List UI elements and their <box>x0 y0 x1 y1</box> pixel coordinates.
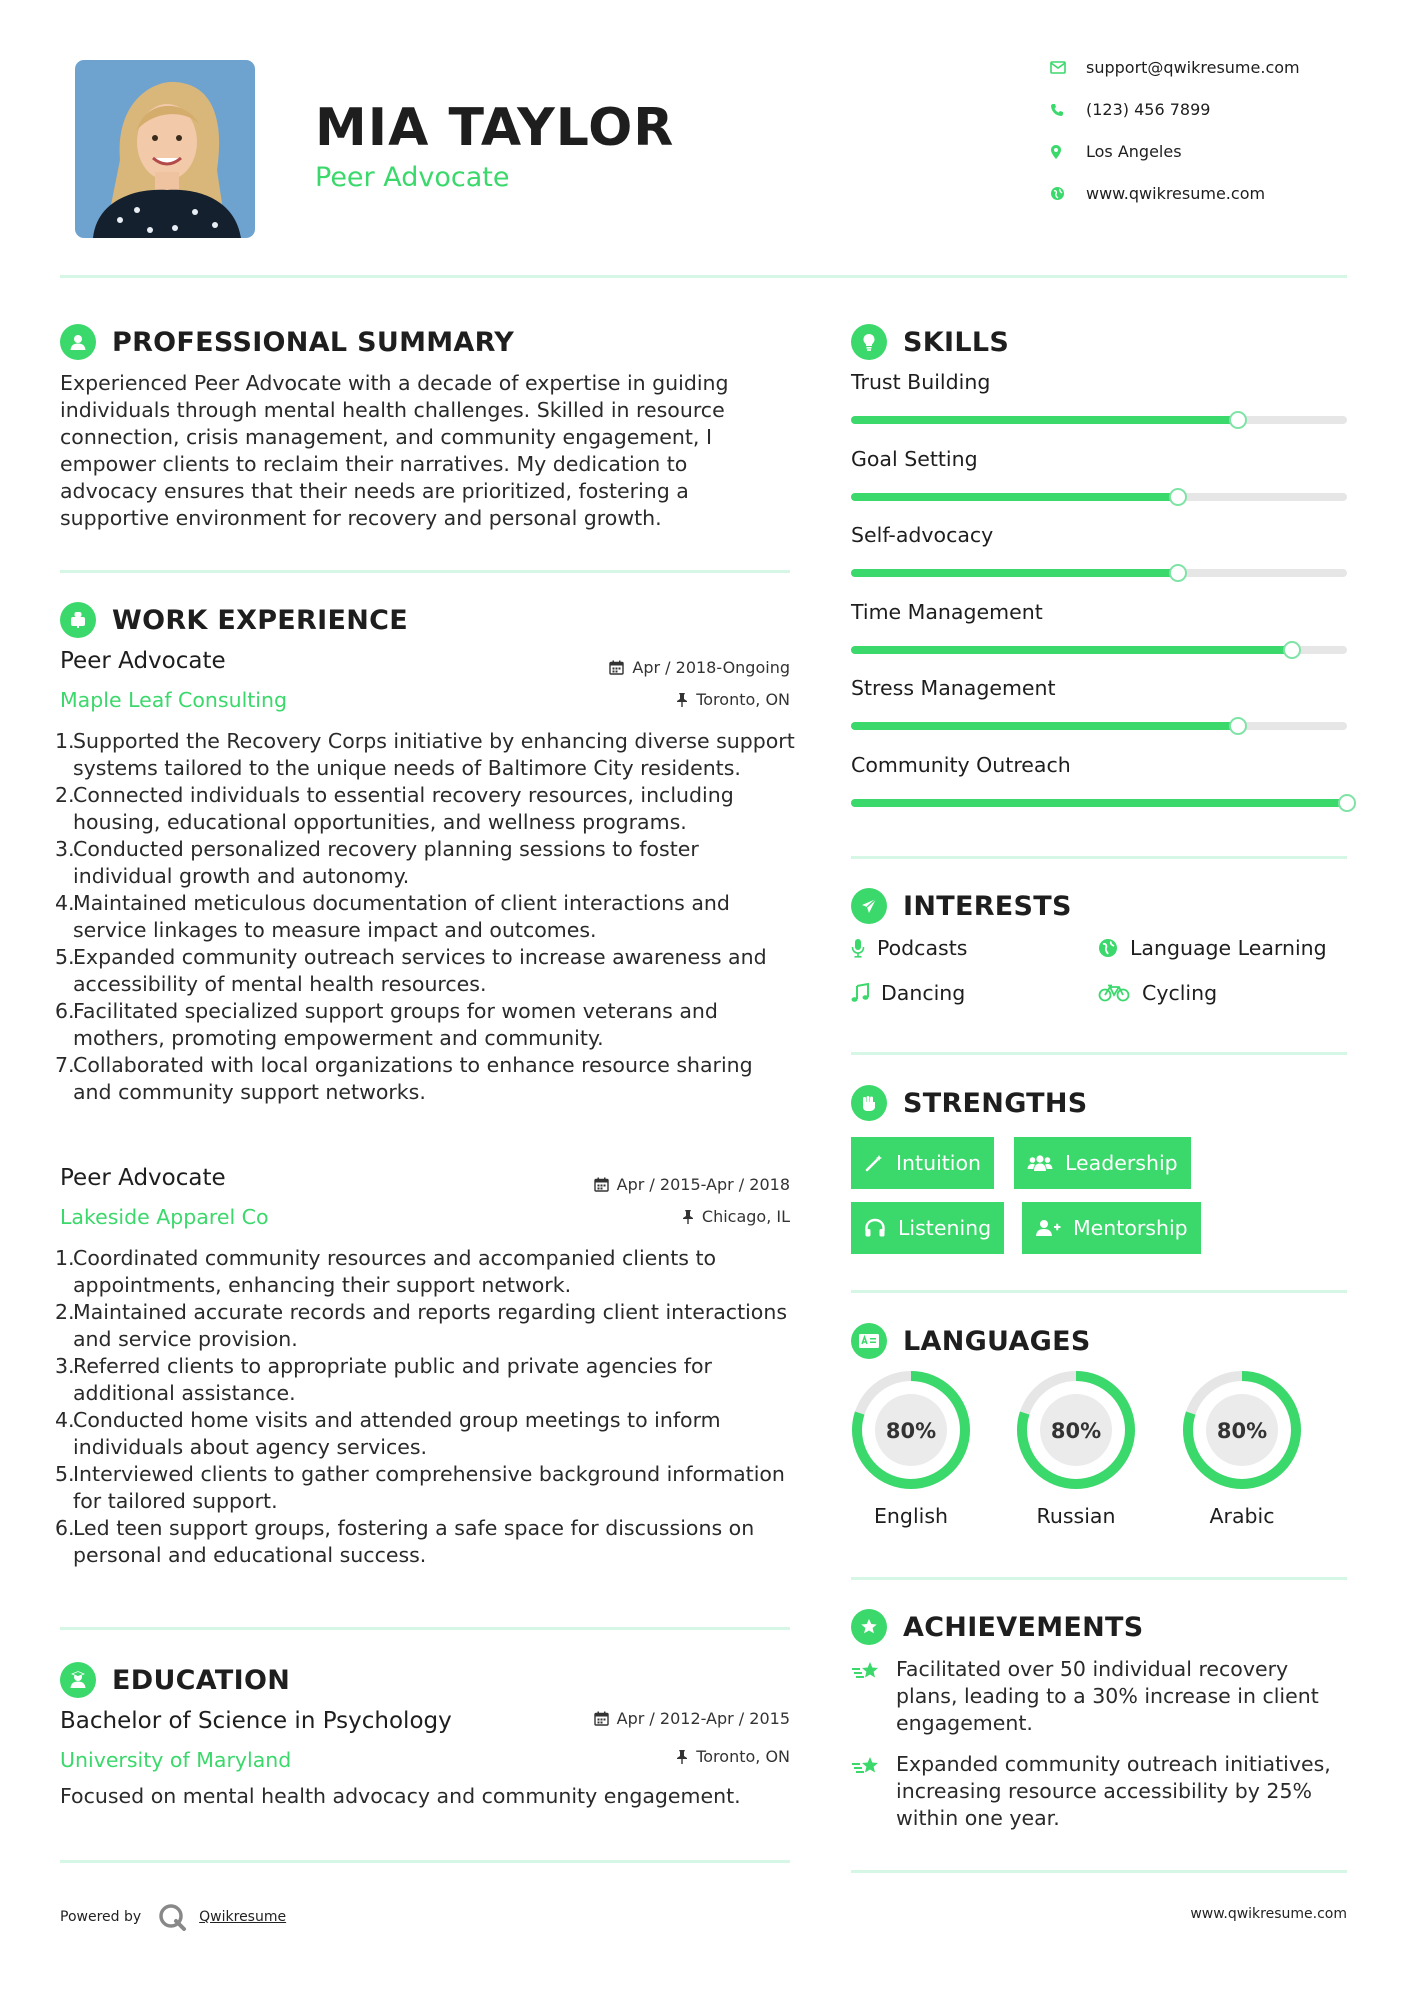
user-icon <box>60 324 96 360</box>
calendar-icon <box>609 660 624 675</box>
skill-label: Self-advocacy <box>851 523 994 547</box>
job-2-dates-text: Apr / 2015-Apr / 2018 <box>616 1175 790 1194</box>
job-1-location <box>490 690 790 709</box>
skill-bar-fill <box>851 416 1238 424</box>
skills-heading-text: SKILLS <box>903 326 1010 358</box>
brand-link[interactable]: Qwikresume <box>199 1909 287 1925</box>
skill-label: Community Outreach <box>851 753 1071 777</box>
languages-divider <box>851 1577 1347 1580</box>
location-text: Los Angeles <box>1086 142 1182 161</box>
strength-label: Mentorship <box>1073 1216 1188 1240</box>
list-item: 5. Expanded community outreach services to increase awareness and accessibility of mental health resources. <box>55 945 767 996</box>
job-1-dates <box>490 658 790 677</box>
skill-bar-fill <box>851 799 1347 807</box>
skill-bar <box>851 493 1347 501</box>
contact-email[interactable] <box>1050 58 1300 77</box>
interest-dancing <box>851 981 965 1005</box>
skill-bar <box>851 416 1347 424</box>
education-divider <box>60 1860 790 1863</box>
job-2-location-text: Chicago, IL <box>701 1207 790 1226</box>
envelope-icon <box>1050 61 1086 74</box>
skill-bar-knob <box>1169 564 1187 582</box>
strength-chip-leadership <box>1014 1137 1191 1189</box>
achievements-divider <box>851 1870 1347 1873</box>
summary-heading-text: PROFESSIONAL SUMMARY <box>112 326 515 358</box>
list-item: 6. Led teen support groups, fostering a safe space for discussions on personal and educational success. <box>55 1516 755 1567</box>
skill-label: Time Management <box>851 600 1043 624</box>
achievement-item <box>851 1751 1347 1832</box>
globe-icon <box>1098 938 1118 958</box>
education-dates <box>490 1709 790 1728</box>
profile-photo <box>75 60 255 238</box>
list-item: 7. Collaborated with local organizations to enhance resource sharing and community support networks. <box>55 1053 753 1104</box>
contact-phone[interactable] <box>1050 100 1210 119</box>
list-item: 2. Connected individuals to essential recovery resources, including housing, educational opportunities, and wellness programs. <box>55 783 734 834</box>
achievement-item <box>851 1656 1347 1737</box>
skill-label: Stress Management <box>851 676 1056 700</box>
microphone-icon <box>851 938 865 958</box>
skill-label: Trust Building <box>851 370 991 394</box>
paper-plane-icon <box>851 888 887 924</box>
interest-cycling <box>1098 981 1217 1005</box>
skill-bar-knob <box>1229 411 1247 429</box>
footer-website[interactable]: www.qwikresume.com <box>1190 1906 1347 1922</box>
achievements-heading <box>851 1609 1144 1645</box>
job-1-company: Maple Leaf Consulting <box>60 688 288 712</box>
globe-icon <box>1050 186 1086 201</box>
strength-chip-listening <box>851 1202 1004 1254</box>
interest-label: Podcasts <box>877 936 968 960</box>
list-item: 4. Conducted home visits and attended group meetings to inform individuals about agency services. <box>55 1408 721 1459</box>
summary-text: Experienced Peer Advocate with a decade of expertise in guiding individuals through mental health challenges. Skilled in resource connection, crisis management, and community engagement, I empower clients to reclaim their narratives. My dedication to advocacy ensures that their needs are prioritized, fostering a supportive environment for recovery and personal growth. <box>60 371 729 530</box>
strengths-divider <box>851 1290 1347 1293</box>
language-name: English <box>873 1504 949 1528</box>
graduate-icon <box>60 1662 96 1698</box>
languages-heading <box>851 1323 1091 1359</box>
interests-divider <box>851 1052 1347 1055</box>
bicycle-icon <box>1098 984 1130 1002</box>
headphones-icon <box>864 1218 886 1238</box>
candidate-title: Peer Advocate <box>315 162 510 193</box>
interests-heading-text: INTERESTS <box>903 890 1072 922</box>
job-1-location-text: Toronto, ON <box>696 690 790 709</box>
job-1-title: Peer Advocate <box>60 648 226 674</box>
interest-label: Language Learning <box>1130 936 1327 960</box>
education-school: University of Maryland <box>60 1748 292 1772</box>
fist-icon <box>851 1085 887 1121</box>
skill-bar <box>851 646 1347 654</box>
list-item: 1. Supported the Recovery Corps initiative by enhancing diverse support systems tailored to the unique needs of Baltimore City residents. <box>55 729 795 780</box>
language-name: Arabic <box>1209 1504 1275 1528</box>
qwikresume-logo-icon <box>157 1902 187 1932</box>
education-heading <box>60 1662 290 1698</box>
skill-bar <box>851 569 1347 577</box>
shooting-star-icon <box>851 1656 896 1737</box>
language-percent: 80% <box>1050 1419 1102 1443</box>
education-degree: Bachelor of Science in Psychology <box>60 1708 452 1734</box>
job-2-bullets <box>55 1245 795 1569</box>
skill-bar-fill <box>851 646 1292 654</box>
language-name: Russian <box>1036 1504 1116 1528</box>
skill-bar <box>851 799 1347 807</box>
skill-bar <box>851 722 1347 730</box>
skill-label: Goal Setting <box>851 447 978 471</box>
map-pin-icon <box>1050 144 1086 160</box>
job-2-title: Peer Advocate <box>60 1165 226 1191</box>
skill-bar-knob <box>1283 641 1301 659</box>
powered-by-text: Powered by <box>60 1909 142 1925</box>
list-item: 4. Maintained meticulous documentation of client interactions and service linkages to measure impact and outcomes. <box>55 891 730 942</box>
strength-label: Leadership <box>1065 1151 1178 1175</box>
music-icon <box>851 983 869 1003</box>
phone-icon <box>1050 103 1086 117</box>
list-item: 2. Maintained accurate records and reports regarding client interactions and service provision. <box>55 1300 788 1351</box>
list-item: 6. Facilitated specialized support groups for women veterans and mothers, promoting empowerment and community. <box>55 999 718 1050</box>
strength-chip-mentorship <box>1022 1202 1201 1254</box>
pushpin-icon <box>676 1749 688 1764</box>
strengths-heading <box>851 1085 1088 1121</box>
experience-heading-text: WORK EXPERIENCE <box>112 604 408 636</box>
pushpin-icon <box>682 1209 694 1224</box>
skills-divider <box>851 856 1347 859</box>
languages-heading-text: LANGUAGES <box>903 1325 1091 1357</box>
strength-label: Listening <box>898 1216 992 1240</box>
calendar-icon <box>594 1177 609 1192</box>
contact-website[interactable] <box>1050 184 1265 203</box>
interest-label: Cycling <box>1142 981 1218 1005</box>
education-location-text: Toronto, ON <box>696 1747 790 1766</box>
skill-bar-knob <box>1338 794 1356 812</box>
list-item: 3. Conducted personalized recovery planning sessions to foster individual growth and autonomy. <box>55 837 699 888</box>
experience-heading <box>60 602 408 638</box>
star-badge-icon <box>851 1609 887 1645</box>
skill-bar-knob <box>1169 488 1187 506</box>
achievement-text: Facilitated over 50 individual recovery plans, leading to a 30% increase in client engagement. <box>896 1657 1319 1735</box>
contact-location <box>1050 142 1182 161</box>
email-text: support@qwikresume.com <box>1086 58 1300 77</box>
list-item: 1. Coordinated community resources and accompanied clients to appointments, enhancing their support network. <box>55 1246 717 1297</box>
users-icon <box>1027 1153 1053 1173</box>
language-percent: 80% <box>1216 1419 1268 1443</box>
candidate-name: MIA TAYLOR <box>315 98 675 158</box>
language-arabic <box>1180 1368 1304 1528</box>
achievements-heading-text: ACHIEVEMENTS <box>903 1611 1144 1643</box>
calendar-icon <box>594 1711 609 1726</box>
skill-bar-fill <box>851 722 1238 730</box>
skills-heading <box>851 324 1009 360</box>
job-1-dates-text: Apr / 2018-Ongoing <box>632 658 790 677</box>
language-ring <box>849 1368 973 1492</box>
magic-wand-icon <box>864 1153 884 1173</box>
list-item: 5. Interviewed clients to gather comprehensive background information for tailored support. <box>55 1462 785 1513</box>
strengths-heading-text: STRENGTHS <box>903 1087 1088 1119</box>
pushpin-icon <box>676 692 688 707</box>
language-card-icon <box>851 1323 887 1359</box>
skill-bar-knob <box>1229 717 1247 735</box>
language-ring <box>1180 1368 1304 1492</box>
strength-label: Intuition <box>896 1151 982 1175</box>
education-location <box>490 1747 790 1766</box>
briefcase-icon <box>60 602 96 638</box>
summary-divider <box>60 570 790 573</box>
education-heading-text: EDUCATION <box>112 1664 291 1696</box>
language-english <box>849 1368 973 1528</box>
phone-text: (123) 456 7899 <box>1086 100 1211 119</box>
interests-heading <box>851 888 1072 924</box>
education-description: Focused on mental health advocacy and community engagement. <box>60 1784 741 1808</box>
experience-divider <box>60 1627 790 1630</box>
header-divider <box>60 275 1347 278</box>
website-text: www.qwikresume.com <box>1086 184 1266 203</box>
user-plus-icon <box>1035 1218 1061 1238</box>
footer-powered-by <box>60 1902 286 1932</box>
job-2-location <box>490 1207 790 1226</box>
language-ring <box>1014 1368 1138 1492</box>
lightbulb-icon <box>851 324 887 360</box>
achievement-text: Expanded community outreach initiatives, increasing resource accessibility by 25% within one year. <box>896 1752 1331 1830</box>
job-2-dates <box>490 1175 790 1194</box>
interest-language-learning <box>1098 936 1327 960</box>
skill-bar-fill <box>851 493 1178 501</box>
strength-chip-intuition <box>851 1137 994 1189</box>
summary-heading <box>60 324 514 360</box>
education-dates-text: Apr / 2012-Apr / 2015 <box>616 1709 790 1728</box>
interest-podcasts <box>851 936 967 960</box>
skill-bar-fill <box>851 569 1178 577</box>
job-2-company: Lakeside Apparel Co <box>60 1205 269 1229</box>
list-item: 3. Referred clients to appropriate public and private agencies for additional assistance. <box>55 1354 712 1405</box>
shooting-star-icon <box>851 1751 896 1832</box>
job-1-bullets <box>55 728 795 1106</box>
interest-label: Dancing <box>881 981 966 1005</box>
language-russian <box>1014 1368 1138 1528</box>
language-percent: 80% <box>885 1419 937 1443</box>
